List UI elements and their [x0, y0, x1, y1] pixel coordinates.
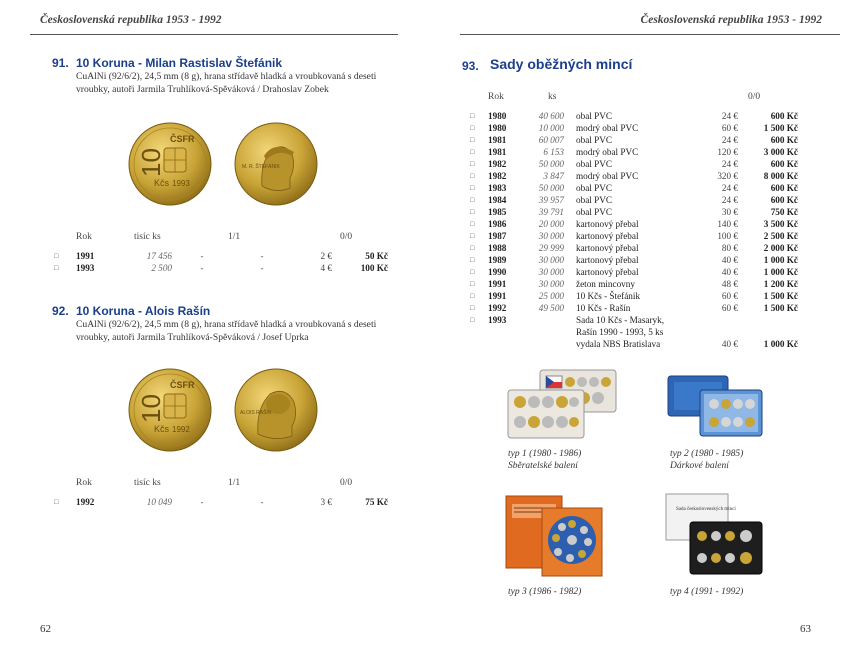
- col-header-grade-0: 0/0: [340, 232, 353, 242]
- set-type4-caption: typ 4 (1991 - 1992): [670, 587, 744, 597]
- spacer: [564, 146, 576, 158]
- checkbox[interactable]: □: [470, 256, 475, 264]
- checkbox[interactable]: □: [470, 172, 475, 180]
- row-year: 1991: [488, 279, 507, 289]
- section-number: 92.: [52, 304, 69, 318]
- table-row: [470, 182, 798, 194]
- row-year: 1988: [488, 243, 507, 253]
- table-row: [470, 122, 798, 134]
- coin-legend: ČSFR: [170, 134, 195, 144]
- row-year: 1984: [488, 195, 507, 205]
- row-description: modrý obal PVC: [576, 171, 639, 181]
- table-row: [470, 290, 798, 302]
- row-price-eur: 24 €: [721, 135, 738, 145]
- row-year: 1992: [488, 303, 507, 313]
- spacer: [564, 158, 576, 170]
- coin-reverse-legend: ALOIS RAŠÍN: [240, 410, 272, 416]
- row-price-eur: 60 €: [721, 291, 738, 301]
- row-price-czk: 600 Kč: [770, 195, 798, 205]
- row-description: obal PVC: [576, 159, 612, 169]
- coin-year: 1992: [172, 425, 190, 434]
- row-description: obal PVC: [576, 135, 612, 145]
- coin-year: 1993: [172, 179, 190, 188]
- col-header-grade-0: 0/0: [748, 92, 761, 102]
- table-row: □ 1992 10 049 - - 3 € 75 Kč: [54, 497, 388, 507]
- row-price-eur: 60 €: [721, 123, 738, 133]
- row-price-czk: 600 Kč: [770, 159, 798, 169]
- table-row: [470, 194, 798, 206]
- table-row: [470, 206, 798, 218]
- spacer: [564, 290, 576, 302]
- row-year: 1982: [488, 171, 507, 181]
- checkbox[interactable]: □: [54, 264, 59, 272]
- section-title: 10 Koruna - Alois Rašín: [76, 304, 211, 318]
- row-price-eur: 80 €: [721, 243, 738, 253]
- row-year: 1981: [488, 147, 507, 157]
- row-count: 50 000: [538, 159, 564, 169]
- row-year: 1990: [488, 267, 507, 277]
- spacer: [564, 242, 576, 254]
- row-price-czk: 1 500 Kč: [763, 303, 798, 313]
- coin-obverse-image: [128, 368, 212, 452]
- row-description: 10 Kčs - Štefánik: [576, 291, 641, 301]
- spacer: [564, 230, 576, 242]
- checkbox[interactable]: □: [470, 208, 475, 216]
- spacer: [564, 134, 576, 146]
- row-count: 3 847: [543, 171, 564, 181]
- checkbox[interactable]: □: [470, 232, 475, 240]
- row-price-czk: 600 Kč: [770, 135, 798, 145]
- table-row: [470, 218, 798, 230]
- row-count: 40 600: [538, 111, 564, 121]
- row-price-eur: 60 €: [721, 303, 738, 313]
- col-header-grade-1: 1/1: [228, 478, 241, 488]
- table-row: □ 1991 17 456 - - 2 € 50 Kč: [54, 251, 388, 261]
- checkbox[interactable]: □: [470, 136, 475, 144]
- header-rule: [460, 34, 840, 35]
- section-number: 93.: [462, 59, 479, 73]
- row-description: modrý obal PVC: [576, 147, 639, 157]
- section-title: Sady oběžných mincí: [490, 56, 633, 72]
- row-year: 1981: [488, 135, 507, 145]
- row-price-czk: 600 Kč: [770, 183, 798, 193]
- set-type3-caption: typ 3 (1986 - 1982): [508, 587, 582, 597]
- checkbox[interactable]: □: [470, 196, 475, 204]
- page-number-left: 62: [40, 623, 51, 635]
- row-count: 30 000: [538, 279, 564, 289]
- header-rule: [30, 34, 398, 35]
- col-header-grade-1: 1/1: [228, 232, 241, 242]
- coin-denomination: 10: [136, 394, 166, 423]
- spacer: [564, 206, 576, 218]
- checkbox[interactable]: □: [470, 184, 475, 192]
- row-count: 50 000: [538, 183, 564, 193]
- row-count: 6 153: [543, 147, 564, 157]
- box-label: Sada československých mincí: [676, 507, 736, 512]
- set-type1-caption: typ 1 (1980 - 1986) Sběratelské balení: [508, 449, 582, 471]
- row-description: kartonový přebal: [576, 231, 639, 241]
- table-row: □ 1993 Sada 10 Kčs - Masaryk,: [470, 315, 665, 325]
- row-count: 20 000: [538, 219, 564, 229]
- spacer: [564, 278, 576, 290]
- row-count: 30 000: [538, 231, 564, 241]
- table-row: vydala NBS Bratislava 40 € 1 000 Kč: [576, 339, 798, 349]
- table-row: □ 1993 2 500 - - 4 € 100 Kč: [54, 263, 388, 273]
- spacer: [564, 302, 576, 314]
- row-year: 1985: [488, 207, 507, 217]
- row-description: kartonový přebal: [576, 267, 639, 277]
- row-count: 10 000: [538, 123, 564, 133]
- checkbox[interactable]: □: [54, 498, 59, 506]
- checkbox[interactable]: □: [54, 252, 59, 260]
- table-row: [470, 254, 798, 266]
- coin-reverse-image: [234, 122, 318, 206]
- coin-obverse-image: [128, 122, 212, 206]
- col-header-year: Rok: [488, 92, 504, 102]
- section-number: 91.: [52, 56, 69, 70]
- row-year: 1980: [488, 123, 507, 133]
- table-row: [470, 170, 798, 182]
- spacer: [564, 254, 576, 266]
- table-row: [470, 266, 798, 278]
- row-count: 29 999: [538, 243, 564, 253]
- section-description: CuAlNi (92/6/2), 24,5 mm (8 g), hrana střídavě hladká a vroubkovaná s deseti vroubky, autoři Jarmila Truhlíková-Spěváková / Josef Uprka: [76, 319, 377, 343]
- coin-legend: ČSFR: [170, 380, 195, 390]
- row-count: 30 000: [538, 267, 564, 277]
- row-description: obal PVC: [576, 111, 612, 121]
- checkbox[interactable]: □: [470, 160, 475, 168]
- row-year: 1989: [488, 255, 507, 265]
- row-description: kartonový přebal: [576, 243, 639, 253]
- row-price-czk: 1 500 Kč: [763, 123, 798, 133]
- table-row: Rašín 1990 - 1993, 5 ks: [576, 327, 664, 337]
- row-price-czk: 1 000 Kč: [763, 255, 798, 265]
- row-description: modrý obal PVC: [576, 123, 639, 133]
- running-head-right: Československá republika 1953 - 1992: [640, 14, 822, 26]
- row-description: kartonový přebal: [576, 219, 639, 229]
- checkbox[interactable]: □: [470, 124, 475, 132]
- checkbox[interactable]: □: [470, 220, 475, 228]
- row-description: obal PVC: [576, 207, 612, 217]
- table-row: [470, 278, 798, 290]
- row-price-eur: 100 €: [717, 231, 738, 241]
- row-count: 30 000: [538, 255, 564, 265]
- row-price-czk: 1 000 Kč: [763, 267, 798, 277]
- row-price-czk: 8 000 Kč: [763, 171, 798, 181]
- row-description: obal PVC: [576, 195, 612, 205]
- spacer: [564, 266, 576, 278]
- section-title: 10 Koruna - Milan Rastislav Štefánik: [76, 56, 283, 70]
- table-row: [470, 110, 798, 122]
- row-price-eur: 24 €: [721, 195, 738, 205]
- running-head-left: Československá republika 1953 - 1992: [40, 14, 222, 26]
- coin-reverse-image: [234, 368, 318, 452]
- set-type1-photo: [506, 368, 618, 440]
- checkbox[interactable]: □: [470, 268, 475, 276]
- price-table: [54, 250, 388, 274]
- col-header-year: Rok: [76, 478, 92, 488]
- row-description: 10 Kčs - Rašín: [576, 303, 631, 313]
- price-table: [54, 496, 388, 508]
- row-count: 49 500: [538, 303, 564, 313]
- row-price-eur: 40 €: [721, 255, 738, 265]
- col-header-year: Rok: [76, 232, 92, 242]
- checkbox[interactable]: □: [470, 244, 475, 252]
- spacer: [564, 218, 576, 230]
- set-type4-photo: [664, 492, 766, 578]
- row-year: 1986: [488, 219, 507, 229]
- row-price-eur: 24 €: [721, 111, 738, 121]
- page-number-right: 63: [800, 623, 811, 635]
- coin-currency: Kčs: [154, 424, 170, 434]
- row-price-czk: 1 500 Kč: [763, 291, 798, 301]
- checkbox[interactable]: □: [470, 280, 475, 288]
- row-price-eur: 24 €: [721, 183, 738, 193]
- row-year: 1987: [488, 231, 507, 241]
- table-row: [470, 242, 798, 254]
- table-row: [470, 230, 798, 242]
- row-price-eur: 30 €: [721, 207, 738, 217]
- spacer: [564, 194, 576, 206]
- checkbox[interactable]: □: [470, 304, 475, 312]
- row-price-czk: 600 Kč: [770, 111, 798, 121]
- row-year: 1982: [488, 159, 507, 169]
- row-price-czk: 2 500 Kč: [763, 231, 798, 241]
- spacer: [564, 110, 576, 122]
- section-description: CuAlNi (92/6/2), 24,5 mm (8 g), hrana střídavě hladká a vroubkovaná s deseti vroubky, autoři Jarmila Truhlíková-Spěváková / Drahoslav Zobek: [76, 71, 377, 95]
- set-type3-photo: [504, 494, 604, 578]
- row-year: 1991: [488, 291, 507, 301]
- row-count: 60 007: [538, 135, 564, 145]
- checkbox[interactable]: □: [470, 316, 475, 324]
- row-count: 39 791: [538, 207, 564, 217]
- row-count: 25 000: [538, 291, 564, 301]
- spacer: [564, 170, 576, 182]
- set-type2-caption: typ 2 (1980 - 1985) Dárkové balení: [670, 449, 744, 471]
- col-header-count: ks: [548, 92, 557, 102]
- spacer: [564, 122, 576, 134]
- row-count: 39 957: [538, 195, 564, 205]
- row-price-czk: 3 000 Kč: [763, 147, 798, 157]
- checkbox[interactable]: □: [470, 148, 475, 156]
- row-price-eur: 120 €: [717, 147, 738, 157]
- row-description: žeton mincovny: [576, 279, 635, 289]
- row-year: 1980: [488, 111, 507, 121]
- col-header-grade-0: 0/0: [340, 478, 353, 488]
- col-header-count: tisíc ks: [134, 232, 161, 242]
- row-price-eur: 24 €: [721, 159, 738, 169]
- coin-denomination: 10: [136, 148, 166, 177]
- coin-reverse-legend: M. R. ŠTEFÁNIK: [242, 164, 280, 170]
- sets-table: [470, 110, 798, 350]
- col-header-count: tisíc ks: [134, 478, 161, 488]
- checkbox[interactable]: □: [470, 292, 475, 300]
- table-row: [470, 302, 798, 314]
- row-price-czk: 2 000 Kč: [763, 243, 798, 253]
- row-price-czk: 750 Kč: [770, 207, 798, 217]
- table-row: [470, 146, 798, 158]
- row-price-eur: 40 €: [721, 267, 738, 277]
- row-price-czk: 3 500 Kč: [763, 219, 798, 229]
- row-description: kartonový přebal: [576, 255, 639, 265]
- row-year: 1983: [488, 183, 507, 193]
- spacer: [564, 182, 576, 194]
- row-price-eur: 320 €: [717, 171, 738, 181]
- row-price-czk: 1 200 Kč: [763, 279, 798, 289]
- row-price-eur: 48 €: [721, 279, 738, 289]
- coin-currency: Kčs: [154, 178, 170, 188]
- checkbox[interactable]: □: [470, 112, 475, 120]
- row-description: obal PVC: [576, 183, 612, 193]
- right-page: [430, 0, 860, 645]
- table-row: [470, 134, 798, 146]
- table-row: [470, 158, 798, 170]
- row-price-eur: 140 €: [717, 219, 738, 229]
- set-type2-photo: [666, 370, 764, 438]
